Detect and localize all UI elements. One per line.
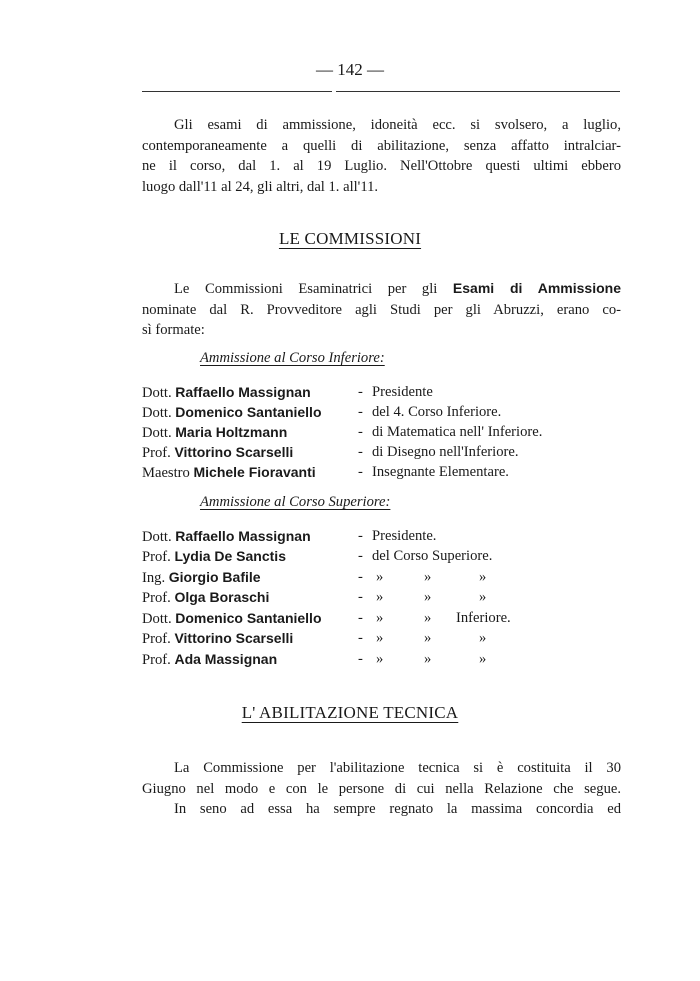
committee-row bbox=[142, 649, 487, 669]
ditto-mark: » bbox=[479, 589, 487, 605]
member-role: Insegnante Elementare. bbox=[372, 464, 509, 480]
commissioni-line-1: Le Commissioni Esaminatrici per gli Esami di Ammissione bbox=[174, 280, 621, 297]
subheading-superiore: Ammissione al Corso Superiore: bbox=[200, 494, 391, 510]
header-rule-left bbox=[142, 91, 332, 92]
abilitazione-line: Giugno nel modo e con le persone di cui nella Relazione che segue. bbox=[142, 780, 621, 797]
dash: - bbox=[358, 424, 363, 440]
commissioni-paragraph bbox=[142, 278, 621, 341]
ditto-mark: » bbox=[376, 569, 384, 585]
committee-row bbox=[142, 628, 487, 648]
ditto-mark: » bbox=[424, 569, 432, 585]
member-name: Vittorino Scarselli bbox=[174, 444, 294, 460]
member-title: Prof. bbox=[142, 590, 171, 606]
member-title: Prof. bbox=[142, 549, 171, 565]
member-title: Dott. bbox=[142, 529, 172, 545]
member-role: del Corso Superiore. bbox=[372, 548, 493, 564]
member-title: Dott. bbox=[142, 405, 172, 421]
member-role: Presidente bbox=[372, 384, 433, 400]
ditto-mark: » bbox=[479, 651, 487, 667]
ditto-mark: » bbox=[376, 651, 384, 667]
committee-row bbox=[142, 462, 509, 482]
subheading-inferiore: Ammissione al Corso Inferiore: bbox=[200, 350, 385, 366]
dash: - bbox=[358, 610, 363, 626]
abilitazione-paragraph bbox=[142, 758, 621, 820]
ditto-mark: » bbox=[376, 610, 384, 626]
member-name: Lydia De Sanctis bbox=[174, 548, 286, 564]
member-name: Ada Massignan bbox=[174, 651, 278, 667]
dash: - bbox=[358, 589, 363, 605]
section-heading-commissioni: LE COMMISSIONI bbox=[278, 229, 422, 248]
dash: - bbox=[358, 569, 363, 585]
dash: - bbox=[358, 404, 363, 420]
intro-line: luogo dall'11 al 24, gli altri, dal 1. all'11. bbox=[142, 178, 379, 195]
ditto-mark: » bbox=[424, 651, 432, 667]
section-heading-abilitazione: L' ABILITAZIONE TECNICA bbox=[241, 703, 459, 722]
member-name: Olga Boraschi bbox=[174, 589, 270, 605]
dash: - bbox=[358, 651, 363, 667]
committee-row bbox=[142, 382, 433, 402]
intro-line: Gli esami di ammissione, idoneità ecc. si svolsero, a luglio, bbox=[174, 117, 621, 133]
bold-phrase: Esami di Ammissione bbox=[452, 280, 621, 296]
member-role: Presidente. bbox=[372, 528, 437, 544]
member-title: Prof. bbox=[142, 631, 171, 647]
ditto-mark: » bbox=[424, 610, 432, 626]
member-role: del 4. Corso Inferiore. bbox=[372, 404, 502, 420]
ditto-mark: » bbox=[376, 630, 384, 646]
dash: - bbox=[358, 384, 363, 400]
member-title: Dott. bbox=[142, 385, 172, 401]
member-title: Dott. bbox=[142, 611, 172, 627]
member-title: Dott. bbox=[142, 425, 172, 441]
dash: - bbox=[358, 630, 363, 646]
member-name: Domenico Santaniello bbox=[175, 404, 322, 420]
abilitazione-line: In seno ad essa ha sempre regnato la massima concordia ed bbox=[174, 801, 621, 817]
committee-row bbox=[142, 422, 543, 442]
member-name: Maria Holtzmann bbox=[175, 424, 288, 440]
committee-row bbox=[142, 567, 487, 587]
ditto-mark: » bbox=[479, 630, 487, 646]
dash: - bbox=[358, 464, 363, 480]
dash: - bbox=[358, 528, 363, 544]
ditto-mark: » bbox=[424, 630, 432, 646]
committee-row bbox=[142, 546, 493, 566]
dash: - bbox=[358, 548, 363, 564]
member-name: Raffaello Massignan bbox=[175, 528, 311, 544]
dash: - bbox=[358, 444, 363, 460]
header-rule-right bbox=[336, 91, 620, 92]
member-name: Raffaello Massignan bbox=[175, 384, 311, 400]
committee-row bbox=[142, 587, 487, 607]
member-name: Giorgio Bafile bbox=[168, 569, 261, 585]
member-role: di Matematica nell' Inferiore. bbox=[372, 424, 543, 440]
intro-line: ne il corso, dal 1. al 19 Luglio. Nell'Ottobre questi ultimi ebbero bbox=[142, 158, 621, 174]
member-name: Vittorino Scarselli bbox=[174, 630, 294, 646]
member-title: Ing. bbox=[142, 570, 166, 586]
commissioni-line-3: sì formate: bbox=[142, 322, 205, 338]
member-title: Prof. bbox=[142, 445, 171, 461]
ditto-mark: » bbox=[376, 589, 384, 605]
ditto-mark: » bbox=[479, 569, 487, 585]
commissioni-line-2: nominate dal R. Provveditore agli Studi per gli Abruzzi, erano co- bbox=[142, 301, 621, 318]
ditto-mark: » bbox=[424, 589, 432, 605]
member-title: Prof. bbox=[142, 652, 171, 668]
intro-paragraph bbox=[142, 115, 621, 197]
committee-row bbox=[142, 442, 519, 462]
committee-row bbox=[142, 402, 502, 422]
member-title: Maestro bbox=[142, 465, 190, 481]
abilitazione-line: La Commissione per l'abilitazione tecnica si è costituita il 30 bbox=[174, 760, 621, 776]
member-role: di Disegno nell'Inferiore. bbox=[372, 444, 519, 460]
committee-row bbox=[142, 526, 437, 546]
committee-row bbox=[142, 608, 511, 628]
ditto-mark: Inferiore. bbox=[456, 610, 511, 626]
page-number: — 142 — bbox=[316, 60, 384, 79]
intro-line: contemporaneamente a quelli di abilitazione, senza affatto intralciar- bbox=[142, 137, 621, 154]
member-name: Michele Fioravanti bbox=[193, 464, 316, 480]
member-name: Domenico Santaniello bbox=[175, 610, 322, 626]
